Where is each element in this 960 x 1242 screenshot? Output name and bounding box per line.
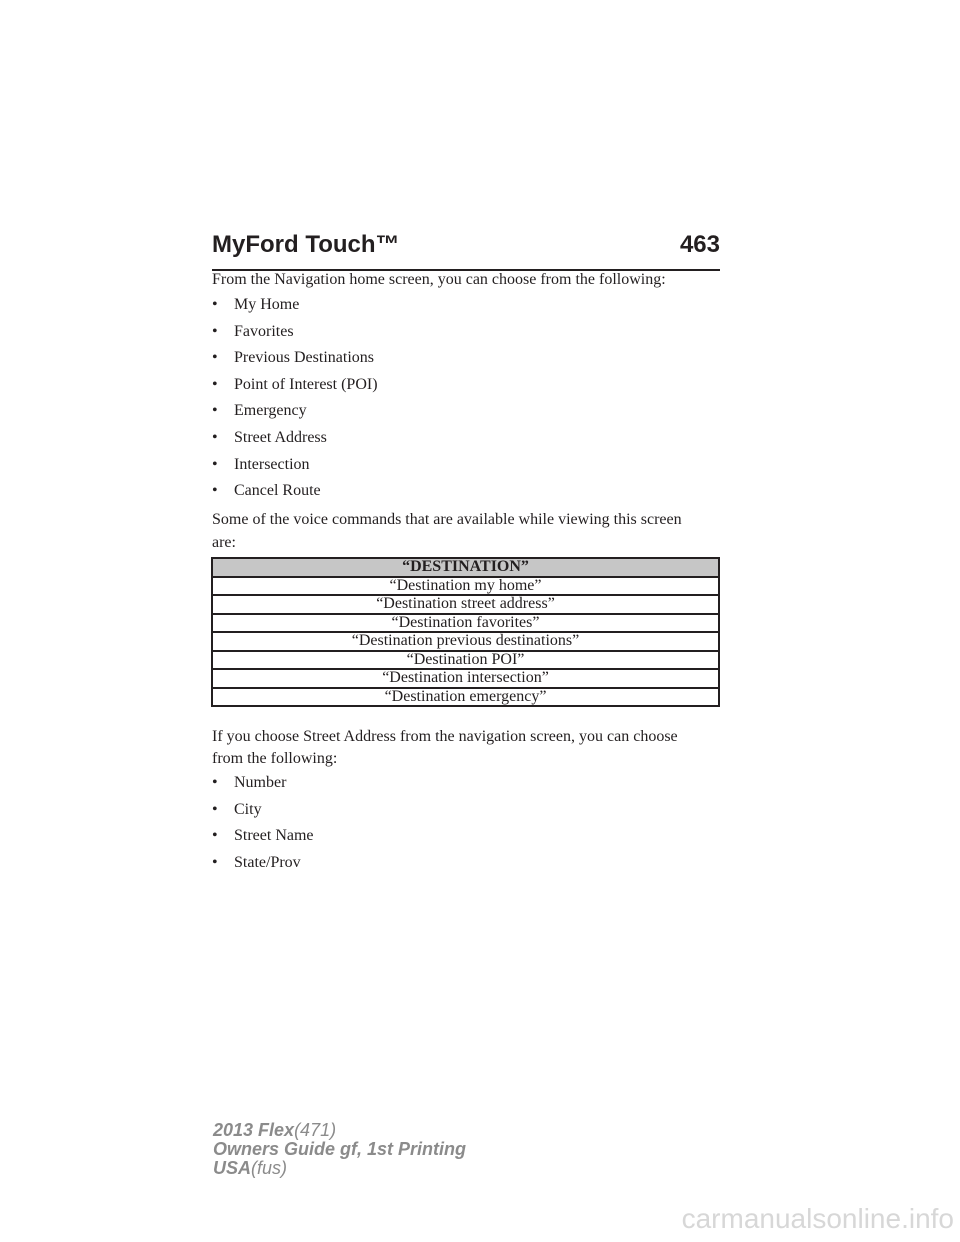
- footer-line-3: USA(fus): [213, 1158, 288, 1178]
- table-cell: “Destination intersection”: [212, 669, 719, 688]
- bullet-icon: •: [212, 853, 218, 871]
- table-row: [212, 651, 719, 670]
- page-number: 463: [679, 231, 720, 258]
- footer-line-1: 2013 Flex(471): [213, 1120, 337, 1140]
- voice-commands-table: [211, 557, 720, 707]
- table-row: [212, 614, 719, 633]
- list-item: • My Home: [212, 292, 378, 319]
- list-item: • Street Address: [212, 425, 378, 452]
- nav-options-list: [212, 292, 378, 505]
- table-row: [212, 669, 719, 688]
- list-item: • State/Prov: [212, 850, 314, 877]
- street-intro-line2: from the following:: [212, 750, 338, 767]
- street-intro-line1: If you choose Street Address from the navigation screen, you can choose: [212, 728, 678, 745]
- table-cell: “Destination previous destinations”: [212, 632, 719, 651]
- list-item: • City: [212, 797, 314, 824]
- table-row: [212, 577, 719, 596]
- list-item: • Point of Interest (POI): [212, 372, 378, 399]
- table-cell: “Destination emergency”: [212, 688, 719, 707]
- street-options-list: [212, 770, 314, 876]
- table-header: “DESTINATION”: [212, 558, 719, 577]
- section-title: MyFord Touch™: [212, 231, 400, 258]
- list-item: • Favorites: [212, 319, 378, 346]
- voice-intro-line1: Some of the voice commands that are available while viewing this screen: [212, 511, 682, 528]
- bullet-icon: •: [212, 774, 218, 791]
- table-row: [212, 595, 719, 614]
- table-cell: “Destination POI”: [212, 651, 719, 670]
- list-item: • Street Name: [212, 823, 314, 850]
- bullet-icon: •: [212, 402, 218, 420]
- table-row: [212, 632, 719, 651]
- list-item: • Number: [212, 770, 314, 797]
- voice-intro-line2: are:: [212, 534, 236, 551]
- bullet-icon: •: [212, 455, 218, 473]
- list-item: • Cancel Route: [212, 478, 378, 505]
- list-item: • Previous Destinations: [212, 345, 378, 372]
- bullet-icon: •: [212, 482, 218, 500]
- bullet-icon: •: [212, 428, 218, 446]
- bullet-icon: •: [212, 827, 218, 845]
- page-header: [212, 229, 720, 271]
- print-footer: [213, 1121, 466, 1178]
- table-cell: “Destination my home”: [212, 577, 719, 596]
- table-cell: “Destination favorites”: [212, 614, 719, 633]
- bullet-icon: •: [212, 800, 218, 818]
- table-cell: “Destination street address”: [212, 595, 719, 614]
- bullet-icon: •: [212, 322, 218, 340]
- bullet-icon: •: [212, 349, 218, 367]
- list-item: • Emergency: [212, 398, 378, 425]
- watermark: carmanualsonline.info: [681, 1203, 954, 1234]
- list-item: • Intersection: [212, 452, 378, 479]
- footer-line-2: Owners Guide gf, 1st Printing: [213, 1139, 467, 1159]
- intro-paragraph: From the Navigation home screen, you can choose from the following:: [212, 271, 666, 288]
- bullet-icon: •: [212, 375, 218, 393]
- table-row: [212, 688, 719, 707]
- bullet-icon: •: [212, 296, 218, 313]
